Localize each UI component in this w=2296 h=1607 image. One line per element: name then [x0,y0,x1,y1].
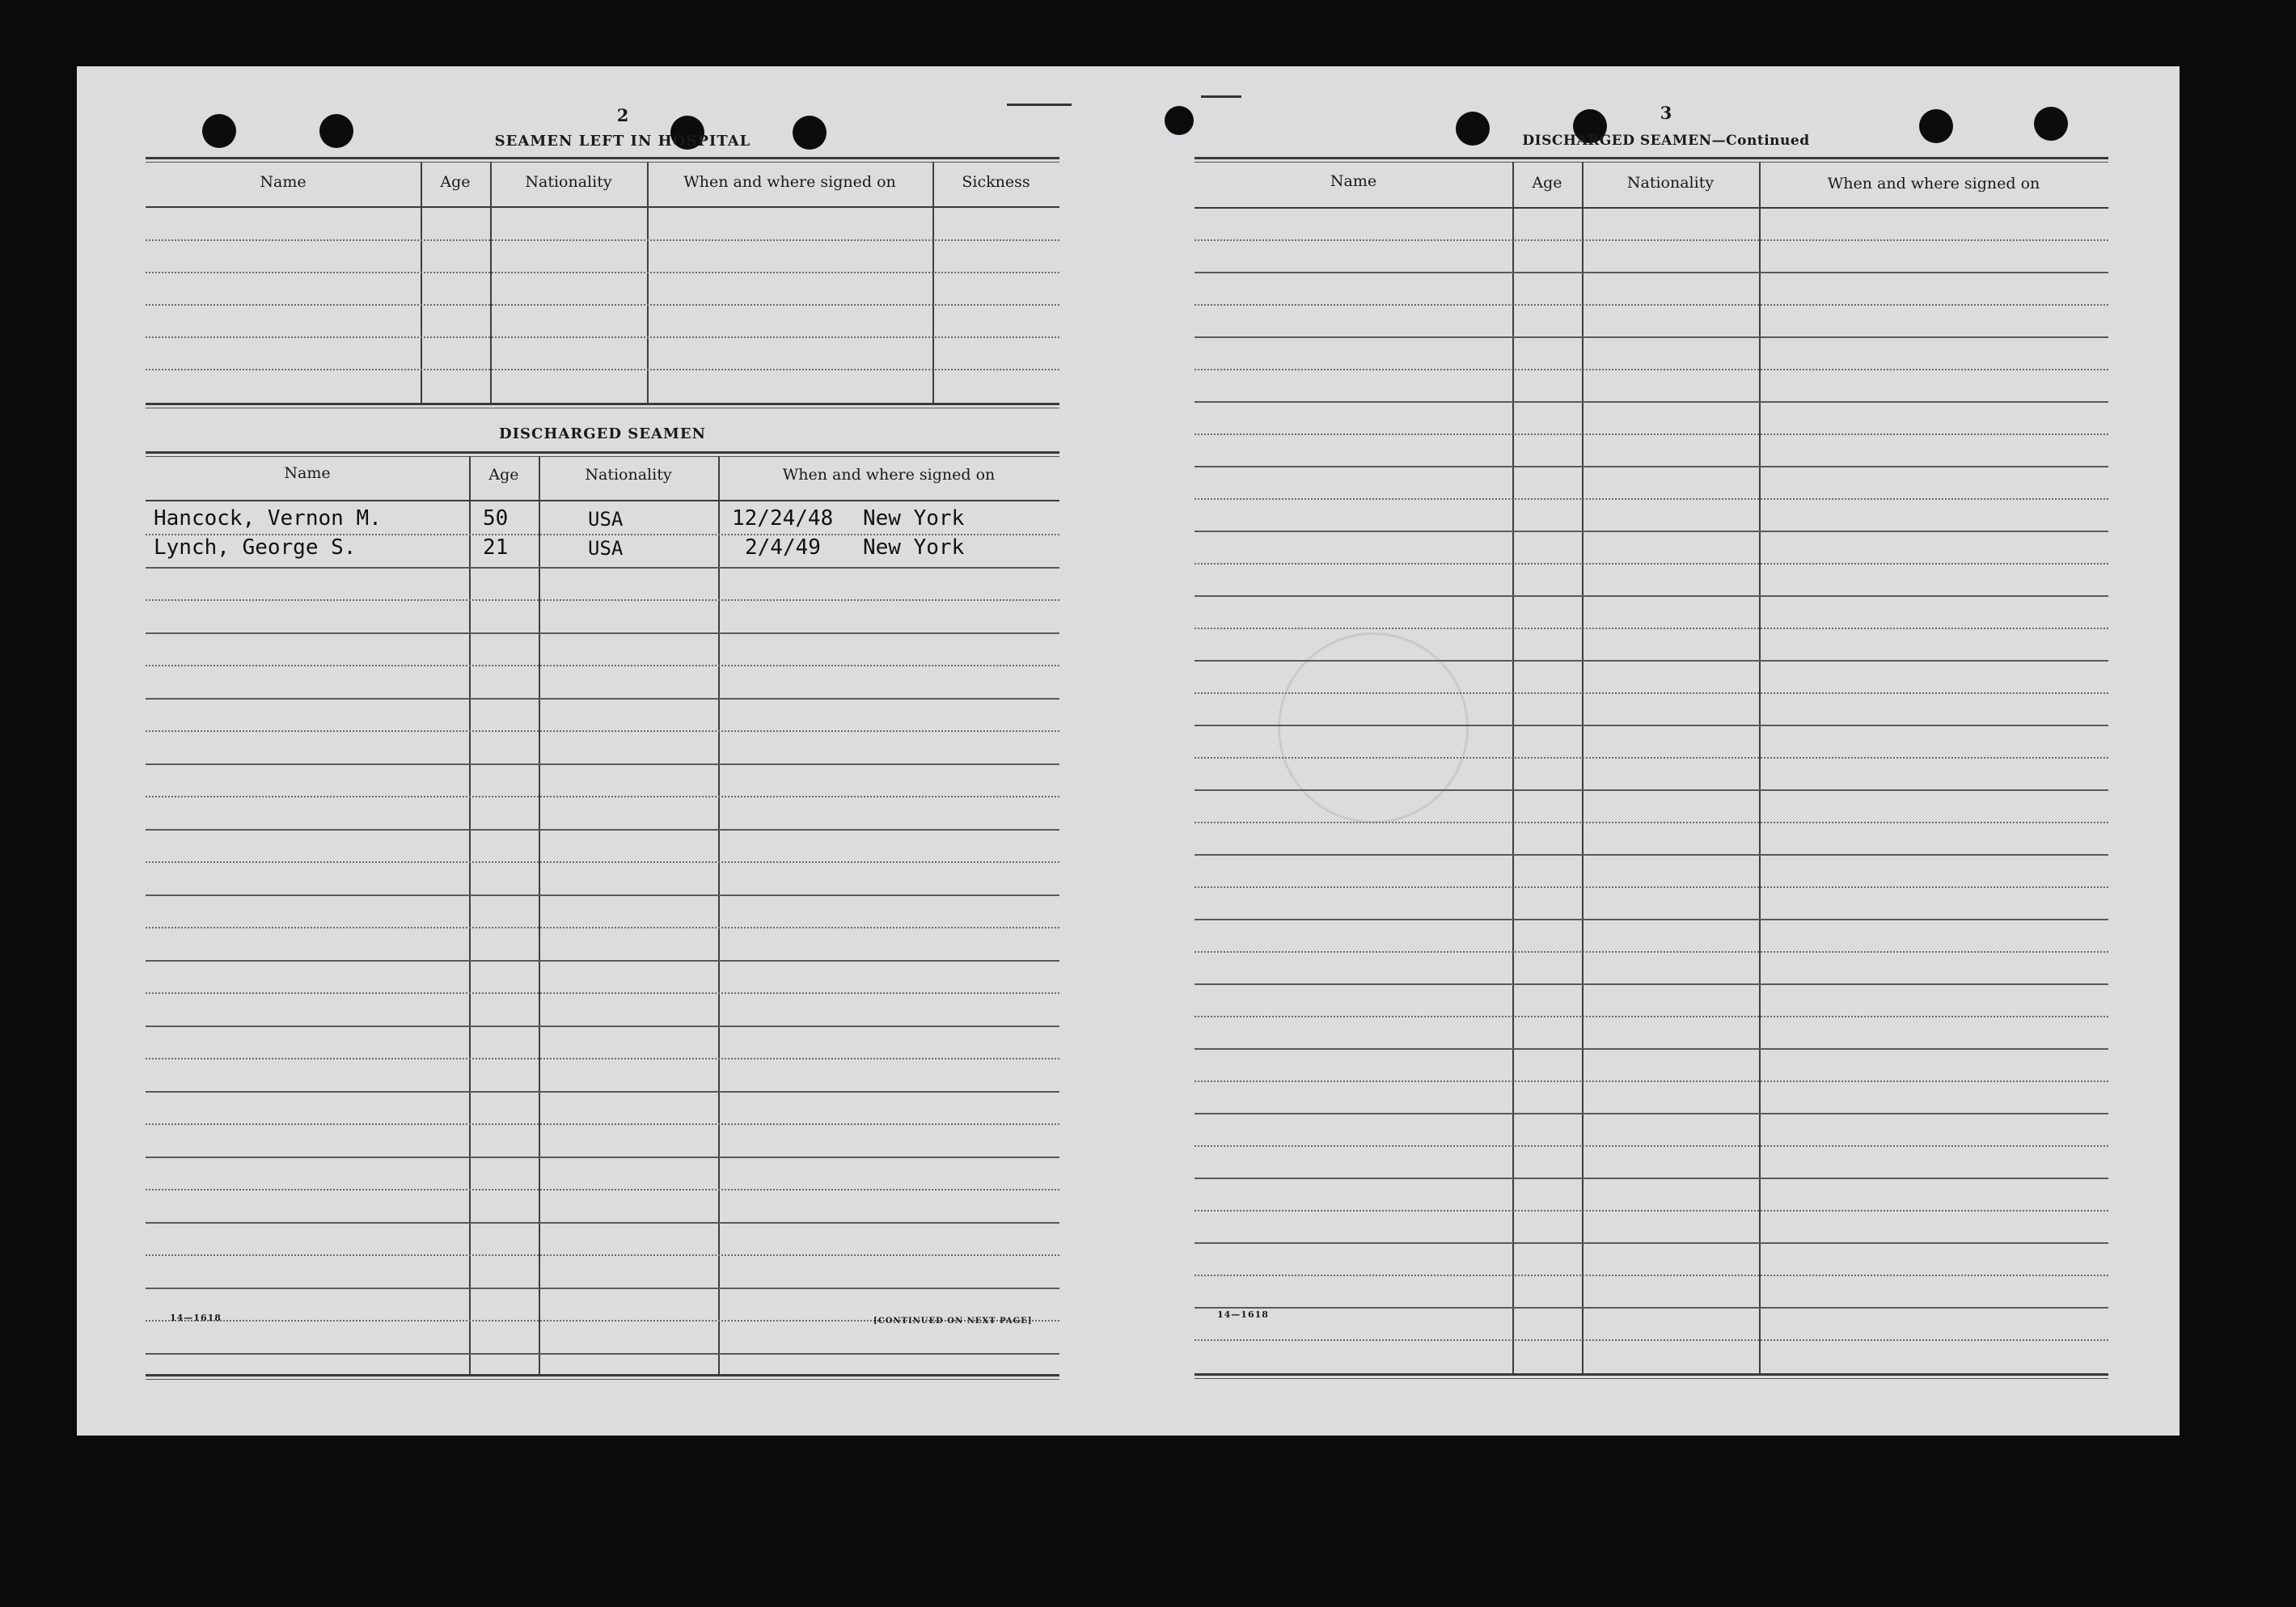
rule [146,403,1059,405]
ruled-line [1195,336,2108,338]
hospital-section-title: SEAMEN LEFT IN HOSPITAL [494,133,751,150]
column-divider [1759,162,1761,1373]
punch-hole [202,114,236,148]
ruled-line [1195,433,2108,435]
row-2-age: 21 [483,535,509,560]
rule [146,1374,1059,1377]
discharged-header-signed-on: When and where signed on [782,466,996,484]
ruled-line [1195,595,2108,597]
binding-mark [1201,95,1241,98]
page-number-right: 3 [1660,103,1672,123]
column-divider [469,456,471,1374]
ruled-line [1195,1339,2108,1341]
column-divider [421,162,422,403]
ruled-line [1195,1307,2108,1309]
ruled-line [1195,239,2108,241]
ruled-line [146,894,1059,896]
ruled-line [1195,919,2108,920]
ruled-line [1195,1210,2108,1212]
ruled-line [146,632,1059,634]
ruled-line [1195,1080,2108,1082]
rule [1195,207,2108,209]
ruled-line [146,1222,1059,1224]
ruled-line [1195,1178,2108,1179]
rule [1195,157,2108,159]
column-divider [932,162,934,403]
row-1-place: New York [863,506,965,531]
punch-hole [1456,112,1490,146]
ruled-line [146,1058,1059,1059]
rule [146,456,1059,457]
continued-note: [CONTINUED ON NEXT PAGE] [873,1317,1033,1326]
rule [1195,1378,2108,1379]
rule [1195,162,2108,163]
column-divider [647,162,649,403]
ruled-line [1195,466,2108,467]
right-header-age: Age [1532,174,1562,192]
column-divider [1512,162,1514,1373]
punch-hole [319,114,353,148]
punch-hole [2034,107,2068,141]
document-sheet [77,66,2180,1436]
column-divider [1582,162,1584,1373]
ruled-line [1195,498,2108,500]
column-divider [718,456,720,1374]
ruled-line [1195,951,2108,953]
right-page-title: DISCHARGED SEAMEN—Continued [1522,133,1810,149]
discharged-header-nationality: Nationality [585,466,672,484]
rule [146,157,1059,159]
row-2-nationality: USA [588,537,624,560]
ruled-line [146,239,1059,241]
page-number-left: 2 [616,105,629,125]
binding-mark [1007,104,1072,106]
ruled-line [146,1353,1059,1355]
ruled-line [146,829,1059,831]
ruled-line [1195,628,2108,629]
ruled-line [146,599,1059,601]
discharged-section-title: DISCHARGED SEAMEN [498,425,707,442]
ruled-line [146,665,1059,666]
hospital-header-sickness: Sickness [962,173,1030,191]
form-number-right: 14—1618 [1217,1309,1269,1320]
column-divider [539,456,540,1374]
ruled-line [1195,789,2108,791]
ruled-line [1195,1048,2108,1050]
ruled-line [146,1091,1059,1093]
ruled-line [1195,304,2108,306]
ruled-line [1195,563,2108,565]
ruled-line [146,1123,1059,1125]
rule [146,206,1059,208]
ruled-line [1195,983,2108,985]
hospital-header-nationality: Nationality [525,173,612,191]
discharged-header-name: Name [284,464,331,482]
rule [146,162,1059,163]
right-header-name: Name [1330,172,1377,190]
right-header-signed-on: When and where signed on [1827,175,2040,192]
ruled-line [1195,886,2108,888]
rule [146,1379,1059,1380]
row-1-nationality: USA [588,508,624,531]
ruled-line [146,1288,1059,1289]
ruled-line [146,369,1059,370]
ruled-line [146,796,1059,797]
ruled-line [146,1254,1059,1256]
rule [146,500,1059,501]
ruled-line [1195,757,2108,759]
row-2-place: New York [863,535,965,560]
discharged-header-age: Age [488,466,519,484]
row-1-age: 50 [483,506,509,531]
ruled-line [146,567,1059,569]
row-2-name: Lynch, George S. [154,535,357,560]
hospital-header-name: Name [260,173,307,191]
hospital-header-signed-on: When and where signed on [683,173,896,191]
ruled-line [146,1026,1059,1027]
row-2-date: 2/4/49 [745,535,821,560]
ruled-line [146,1189,1059,1190]
row-1-date: 12/24/48 [732,506,834,531]
ruled-line [1195,401,2108,403]
ruled-line [146,272,1059,273]
ruled-line [1195,1145,2108,1147]
ruled-line [146,763,1059,765]
ruled-line [1195,272,2108,273]
column-divider [490,162,492,403]
punch-hole [1919,109,1953,143]
right-header-nationality: Nationality [1626,174,1715,192]
ruled-line [1195,854,2108,856]
ruled-line [146,992,1059,994]
ruled-line [1195,1275,2108,1276]
ruled-line [146,730,1059,732]
ruled-line [146,698,1059,700]
ruled-line [1195,1016,2108,1017]
ruled-line [146,534,1059,535]
ruled-line [146,861,1059,863]
ruled-line [146,960,1059,962]
ruled-line [1195,725,2108,726]
hospital-header-age: Age [440,173,471,191]
ruled-line [1195,660,2108,662]
ruled-line [1195,1113,2108,1114]
row-1-name: Hancock, Vernon M. [154,506,382,531]
ruled-line [1195,692,2108,694]
ruled-line [146,304,1059,306]
punch-hole [1165,106,1194,135]
ruled-line [1195,1242,2108,1244]
ruled-line [146,927,1059,928]
ruled-line [1195,822,2108,823]
ruled-line [1195,369,2108,370]
form-number-left: 14—1618 [170,1313,222,1323]
ruled-line [146,336,1059,338]
rule [1195,1373,2108,1376]
rule [146,451,1059,454]
ruled-line [146,1157,1059,1158]
ruled-line [1195,531,2108,532]
